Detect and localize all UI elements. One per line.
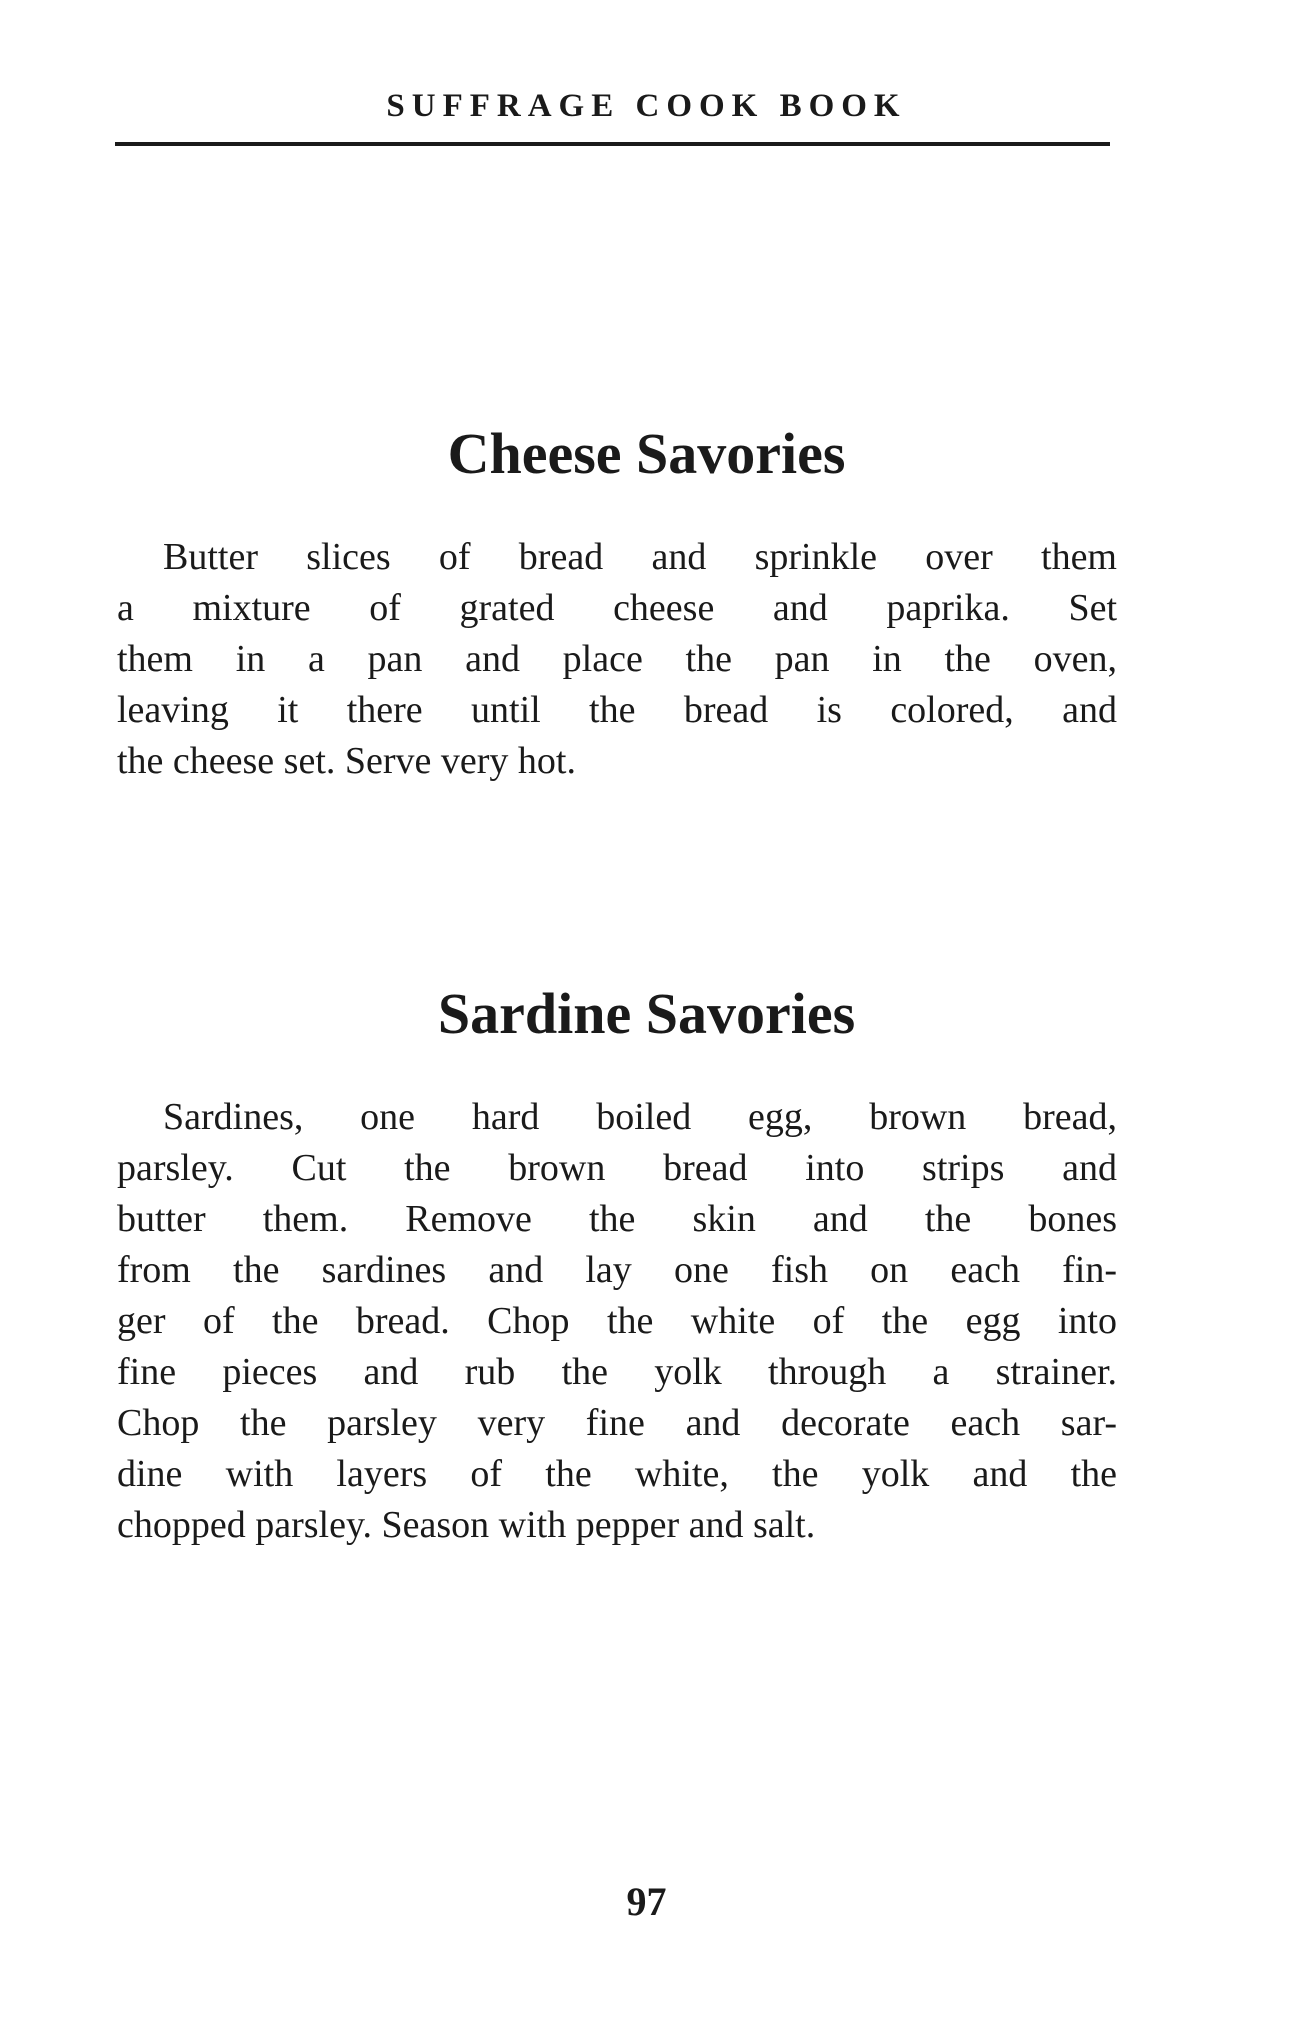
recipe-line: Sardines, one hard boiled egg, brown bread,	[163, 1096, 1117, 1138]
recipe-line: Butter slices of bread and sprinkle over them	[163, 536, 1117, 578]
recipe-line: fine pieces and rub the yolk through a strainer.	[117, 1351, 1117, 1393]
recipe-line: butter them. Remove the skin and the bones	[117, 1198, 1117, 1240]
recipe-line: leaving it there until the bread is colored, and	[117, 689, 1117, 731]
recipe-line: Chop the parsley very fine and decorate each sar-	[117, 1402, 1117, 1444]
recipe-line: the cheese set. Serve very hot.	[117, 740, 576, 782]
recipe-line: from the sardines and lay one fish on each fin-	[117, 1249, 1117, 1291]
recipe-line: them in a pan and place the pan in the oven,	[117, 638, 1117, 680]
running-head: SUFFRAGE COOK BOOK	[386, 88, 907, 124]
recipe-line: a mixture of grated cheese and paprika. Set	[117, 587, 1117, 629]
recipe-title-cheese-savories: Cheese Savories	[447, 421, 846, 486]
recipe-body-sardine-savories	[117, 1092, 1117, 1551]
recipe-title-sardine-savories: Sardine Savories	[437, 981, 856, 1046]
recipe-line: ger of the bread. Chop the white of the egg into	[117, 1300, 1117, 1342]
recipe-line: chopped parsley. Season with pepper and salt.	[117, 1504, 816, 1546]
recipe-line: dine with layers of the white, the yolk and the	[117, 1453, 1117, 1495]
page-number: 97	[626, 1879, 667, 1924]
header-rule	[115, 142, 1110, 146]
recipe-body-cheese-savories	[117, 532, 1117, 787]
recipe-line: parsley. Cut the brown bread into strips and	[117, 1147, 1117, 1189]
